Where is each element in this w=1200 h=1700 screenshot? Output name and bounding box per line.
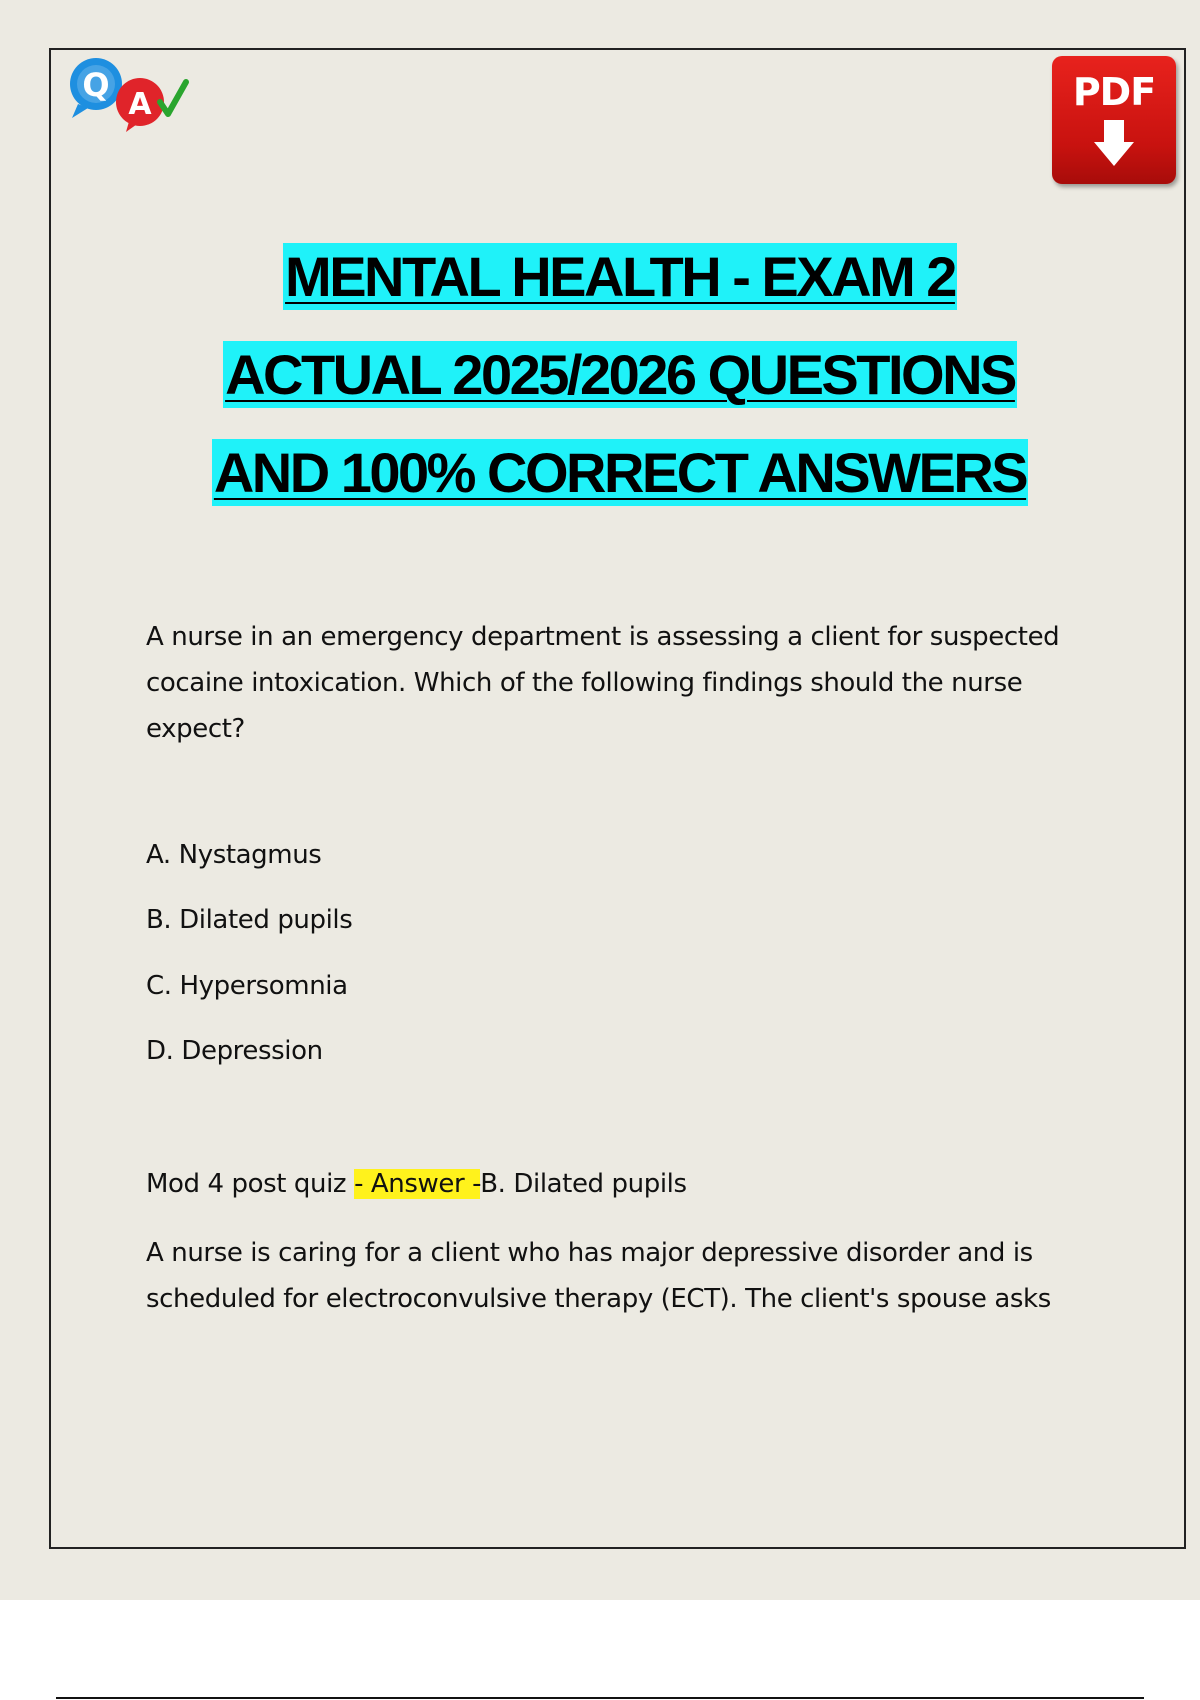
answer-line — [146, 1166, 1106, 1202]
footer-rule — [56, 1697, 1144, 1699]
pdf-download-badge — [1052, 56, 1176, 184]
title-line-2: ACTUAL 2025/2026 QUESTIONS — [225, 343, 1015, 406]
svg-text:Q: Q — [82, 66, 110, 104]
qa-logo-icon — [68, 56, 192, 132]
answer-value: B. Dilated pupils — [480, 1169, 687, 1199]
download-arrow-icon — [1092, 118, 1136, 168]
svg-text:A: A — [128, 87, 152, 122]
question-1-text: A nurse in an emergency department is assessing a client for suspected cocaine intoxication. Which of the following findings should the nurse expect? — [146, 622, 1060, 744]
question-2-text: A nurse is caring for a client who has major depressive disorder and is scheduled for electroconvulsive therapy (ECT). The client's spouse asks — [146, 1238, 1051, 1314]
title-line-3: AND 100% CORRECT ANSWERS — [213, 441, 1027, 504]
pdf-label: PDF — [1072, 70, 1156, 114]
answer-prefix: Mod 4 post quiz — [146, 1169, 355, 1199]
option-c: C. Hypersomnia — [146, 971, 348, 1001]
option-a: A. Nystagmus — [146, 840, 322, 870]
title-line-1: MENTAL HEALTH - EXAM 2 — [285, 245, 955, 308]
answer-highlight: - Answer - — [354, 1169, 481, 1199]
option-d: D. Depression — [146, 1036, 323, 1066]
option-b: B. Dilated pupils — [146, 905, 353, 935]
